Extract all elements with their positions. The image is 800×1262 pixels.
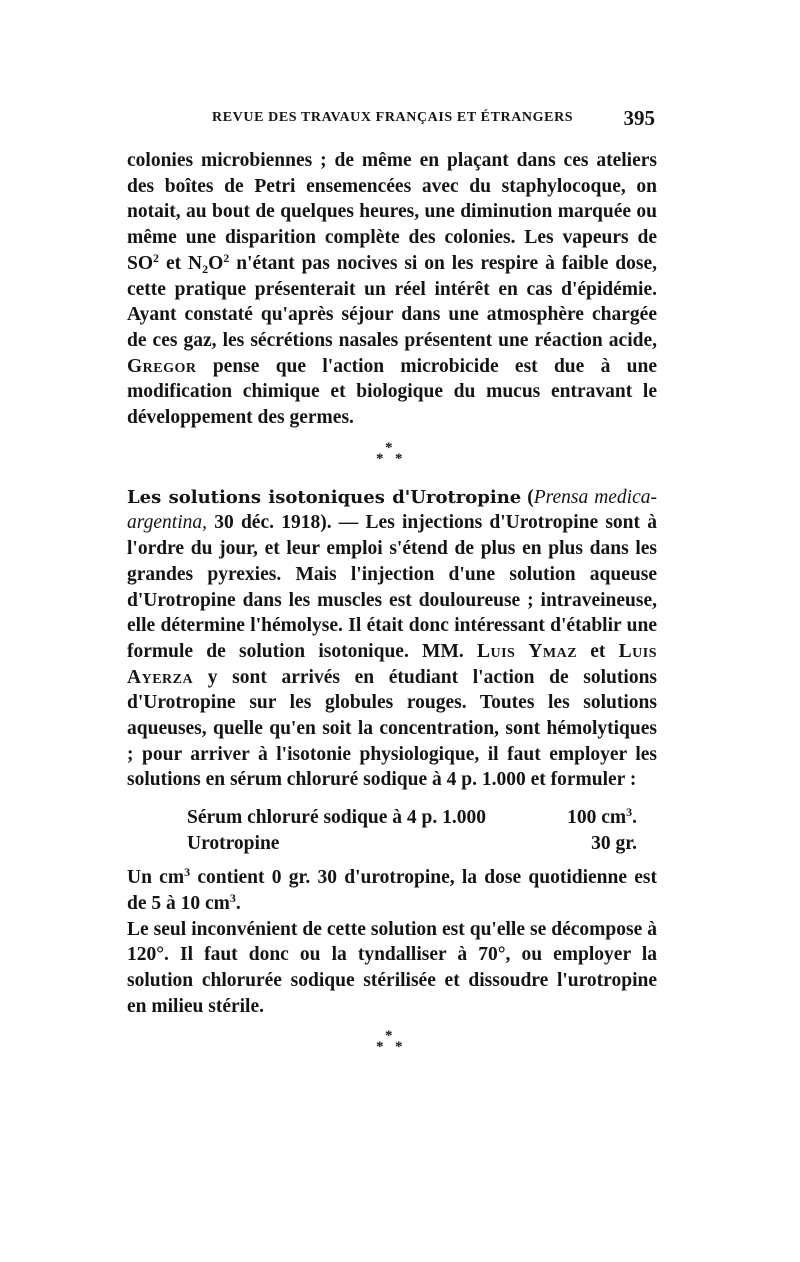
- asterisk-glyph: *: [395, 450, 403, 467]
- formula-table: [127, 805, 657, 857]
- article-headline: Les solutions isotoniques d'Urotropine: [127, 486, 522, 508]
- page-header: [200, 106, 655, 140]
- asterisk-glyph: *: [385, 1028, 393, 1045]
- formula-row: [187, 831, 657, 857]
- article-date: 30 déc. 1918). —: [206, 512, 366, 534]
- section-separator-asterism: [362, 1029, 422, 1059]
- formula-ingredient: Sérum chloruré sodique à 4 p. 1.000: [187, 807, 487, 829]
- section-separator-asterism: [362, 441, 422, 471]
- paragraph-sterilization: Le seul inconvénient de cette solution est qu'elle se décompose à 120°. Il faut donc ou la tyndalliser à 70°, ou employer la solution chlorurée sodique stérilisée et dissoudre l'urotropine en milieu stérile.: [127, 918, 657, 1017]
- author-name: Gregor: [127, 355, 197, 377]
- paragraph-dose: Un $cm^3$ contient 0 gr. 30 d'urotropine, la dose quotidienne est de 5 à 10 $cm^3$.: [127, 865, 657, 914]
- formula-row: [187, 805, 657, 831]
- asterisk-glyph: *: [385, 439, 393, 456]
- article-source: Prensa medica-argentina,: [127, 486, 657, 534]
- running-title: REVUE DES TRAVAUX FRANÇAIS ET ÉTRANGERS: [212, 110, 574, 125]
- formula-quantity: 100 $cm^3$.: [567, 805, 637, 829]
- page-body: [127, 148, 657, 1073]
- asterisk-glyph: *: [376, 450, 384, 467]
- article-urotropine: Les solutions isotoniques d'Urotropine (Prensa medica-argentina, 30 déc. 1918). — Les injections d'Urotropine sont à l'ordre du jour, et leur emploi s'étend de plus en plus dans les grandes pyrexies. Mais l'injection d'une solution aqueuse d'Urotropine dans les muscles est douloureuse ; intraveineuse, elle détermine l'hémolyse. Il était donc intéressant d'établir une formule de solution isotonique. MM. Luis Ymaz et Luis Ayerza y sont arrivés en étudiant l'action de solutions d'Urotropine sur les globules rouges. Toutes les solutions aqueuses, quelle qu'en soit la concentration, sont hémolytiques ; pour arriver à l'isotonie physiologique, il faut employer les solutions en sérum chloruré sodique à 4 p. 1.000 et formuler :: [127, 486, 657, 791]
- formula-quantity: 30 gr.: [591, 833, 637, 855]
- asterisk-glyph: *: [395, 1039, 403, 1056]
- formula-ingredient: Urotropine: [187, 833, 280, 855]
- author-name: Luis Ayerza: [127, 640, 657, 688]
- author-name: Luis Ymaz: [476, 640, 578, 662]
- page-number: 395: [623, 106, 655, 130]
- paragraph-gas-microbicide: colonies microbiennes ; de même en plaçant dans ces ateliers des boîtes de Petri ensemencées avec du staphylocoque, on notait, au bout de quelques heures, une diminution marquée ou même une disparition complète des colonies. Les vapeurs de $SO^2$ et $N_2O^2$ n'étant pas nocives si on les respire à faible dose, cette pratique présenterait un réel intérêt en cas d'épidémie. Ayant constaté qu'après séjour dans une atmosphère chargée de ces gaz, les sécrétions nasales présentent une réaction acide, Gregor pense que l'action microbicide est due à une modification chimique et biologique du mucus entravant le développement des germes.: [127, 150, 657, 429]
- asterisk-glyph: *: [376, 1039, 384, 1056]
